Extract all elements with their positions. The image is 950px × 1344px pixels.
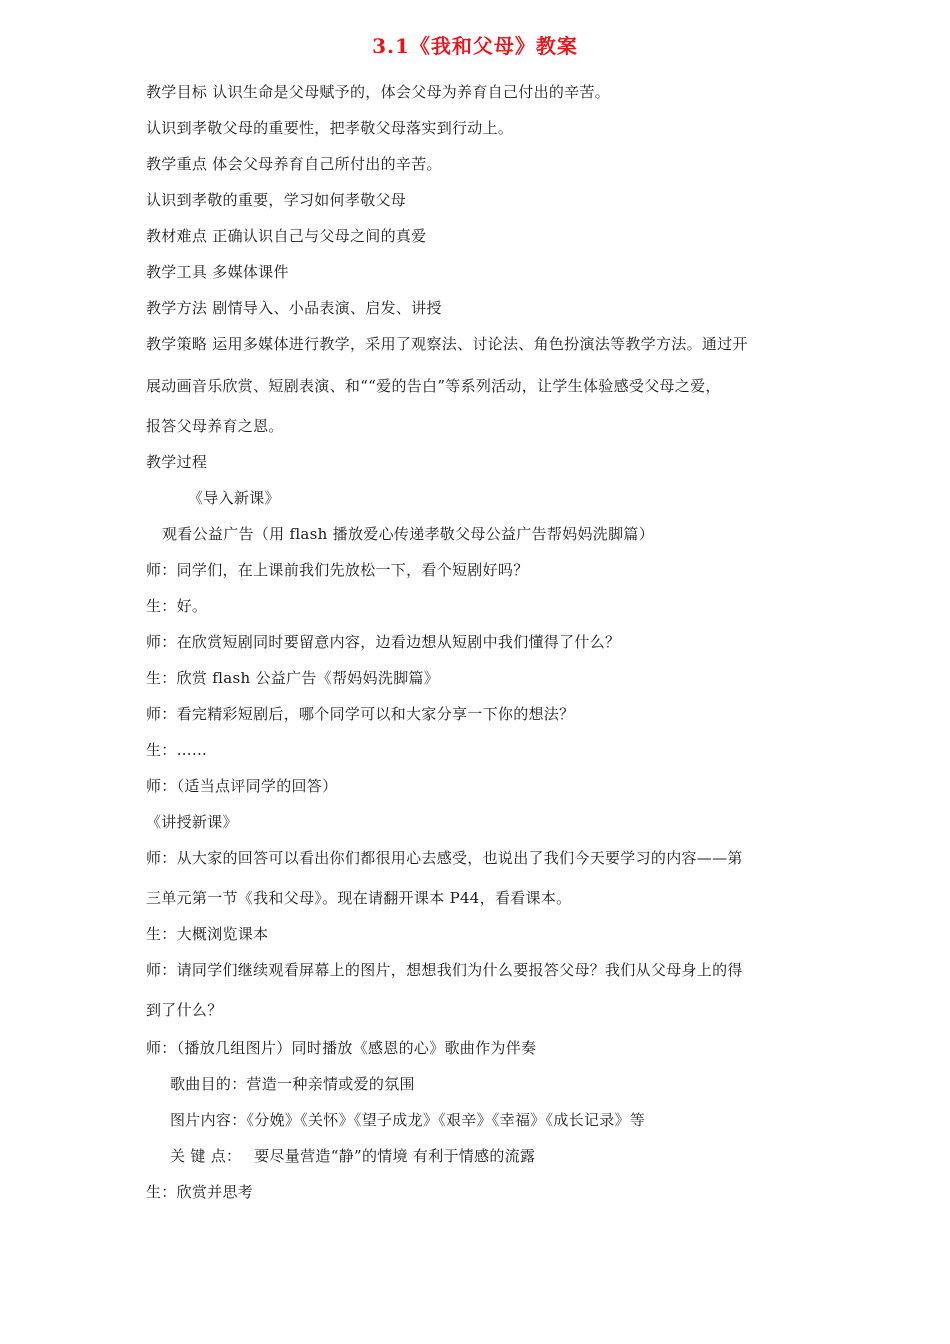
text-line: 教学策略 运用多媒体进行教学，采用了观察法、讨论法、角色扮演法等教学方法。通过开 (146, 335, 748, 353)
text-line: 《讲授新课》 (146, 813, 238, 831)
text-line: 认识到孝敬父母的重要性，把孝敬父母落实到行动上。 (146, 119, 514, 137)
document-title: 3.1《我和父母》教案 (372, 34, 578, 58)
text-line: 教学目标 认识生命是父母赋予的，体会父母为养育自己付出的辛苦。 (146, 83, 611, 101)
text-line: 师：同学们，在上课前我们先放松一下，看个短剧好吗？ (146, 561, 529, 579)
text-line: 师：（播放几组图片）同时播放《感恩的心》歌曲作为伴奏 (146, 1039, 537, 1057)
text-line: 教学过程 (146, 453, 208, 471)
text-line: 到了什么？ (146, 1001, 223, 1019)
text-line: 教学重点 体会父母养育自己所付出的辛苦。 (146, 155, 442, 173)
text-line: 师：看完精彩短剧后，哪个同学可以和大家分享一下你的想法？ (146, 705, 575, 723)
text-line: 《导入新课》 (188, 489, 280, 507)
text-line: 图片内容：《分娩》《关怀》《望子成龙》《艰辛》《幸福》《成长记录》等 (170, 1111, 646, 1129)
text-line: 展动画音乐欣赏、短剧表演、和““爱的告白”等系列活动，让学生体验感受父母之爱， (146, 377, 721, 395)
text-line: 生：好。 (146, 597, 208, 615)
text-line: 歌曲目的：营造一种亲情或爱的氛围 (170, 1075, 415, 1093)
text-line: 观看公益广告（用 flash 播放爱心传递孝敬父母公益广告帮妈妈洗脚篇） (162, 525, 654, 543)
text-line: 报答父母养育之恩。 (146, 417, 284, 435)
text-line: 教材难点 正确认识自己与父母之间的真爱 (146, 227, 427, 245)
text-line: 生：欣赏并思考 (146, 1183, 254, 1201)
text-line: 生：大概浏览课本 (146, 925, 269, 943)
text-line: 生：…… (146, 741, 208, 759)
text-line: 师：从大家的回答可以看出你们都很用心去感受，也说出了我们今天要学习的内容——第 (146, 849, 743, 867)
text-line: 师：在欣赏短剧同时要留意内容，边看边想从短剧中我们懂得了什么？ (146, 633, 621, 651)
text-line: 教学工具 多媒体课件 (146, 263, 289, 281)
text-line: 教学方法 剧情导入、小品表演、启发、讲授 (146, 299, 442, 317)
text-line: 关 键 点： 要尽量营造“静”的情境 有利于情感的流露 (170, 1147, 536, 1165)
text-line: 三单元第一节《我和父母》。现在请翻开课本 P44，看看课本。 (146, 889, 572, 907)
text-line: 师：请同学们继续观看屏幕上的图片，想想我们为什么要报答父母？我们从父母身上的得 (146, 961, 743, 979)
text-line: 认识到孝敬的重要，学习如何孝敬父母 (146, 191, 407, 209)
text-line: 师：（适当点评同学的回答） (146, 777, 338, 795)
text-line: 生：欣赏 flash 公益广告《帮妈妈洗脚篇》 (146, 669, 440, 687)
